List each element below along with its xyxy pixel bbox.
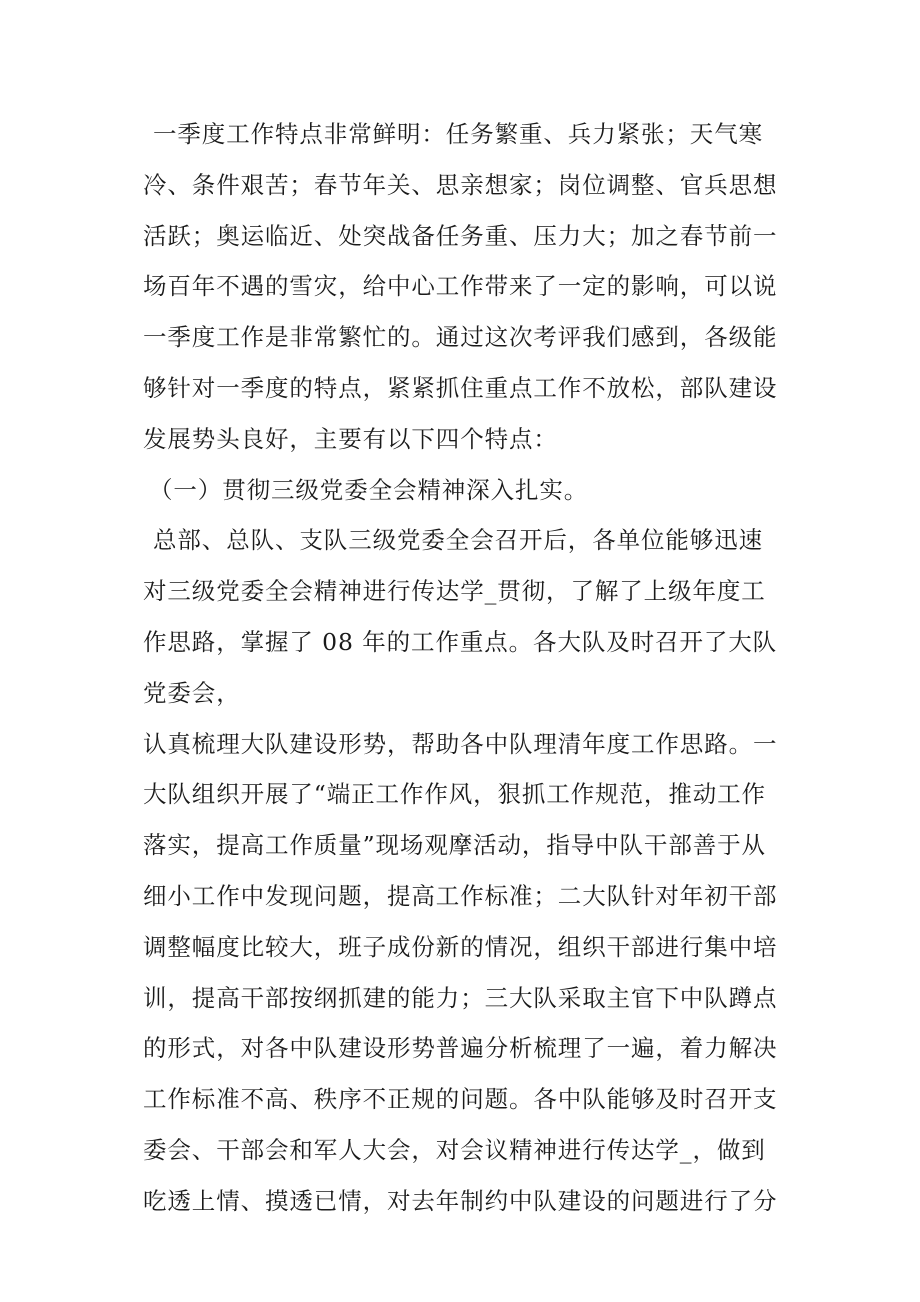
text-line: 细小工作中发现问题，提高工作标准；二大队针对年初干部 [143, 882, 778, 910]
text-line: 的形式，对各中队建设形势普遍分析梳理了一遍，着力解决 [143, 1034, 778, 1062]
text-line: 作思路，掌握了 08 年的工作重点。各大队及时召开了大队 [143, 628, 778, 656]
text-line: 一季度工作是非常繁忙的。通过这次考评我们感到，各级能 [143, 323, 778, 351]
text-line: 活跃；奥运临近、处突战备任务重、压力大；加之春节前一 [143, 222, 778, 250]
section-heading: （一）贯彻三级党委全会精神深入扎实。 [149, 476, 589, 504]
text-line: 党委会， [143, 679, 241, 707]
text-line: 认真梳理大队建设形势，帮助各中队理清年度工作思路。一 [143, 730, 778, 758]
text-line: 一季度工作特点非常鲜明：任务繁重、兵力紧张；天气寒 [153, 120, 763, 148]
text-line: 场百年不遇的雪灾，给中心工作带来了一定的影响，可以说 [143, 272, 778, 300]
text-line: 对三级党委全会精神进行传达学_贯彻，了解了上级年度工 [143, 577, 766, 605]
text-line: 委会、干部会和军人大会，对会议精神进行传达学_，做到 [143, 1136, 766, 1164]
text-line: 总部、总队、支队三级党委全会召开后，各单位能够迅速 [153, 526, 763, 554]
text-line: 发展势头良好，主要有以下四个特点： [143, 425, 558, 453]
text-line: 落实，提高工作质量”现场观摩活动，指导中队干部善于从 [143, 831, 766, 859]
text-line: 调整幅度比较大，班子成份新的情况，组织干部进行集中培 [143, 933, 778, 961]
text-line: 大队组织开展了“端正工作作风，狠抓工作规范，推动工作 [143, 780, 766, 808]
text-line: 够针对一季度的特点，紧紧抓住重点工作不放松，部队建设 [143, 374, 778, 402]
text-line: 冷、条件艰苦；春节年关、思亲想家；岗位调整、官兵思想 [143, 171, 778, 199]
text-line: 吃透上情、摸透已情，对去年制约中队建设的问题进行了分 [143, 1187, 778, 1215]
text-line: 训，提高干部按纲抓建的能力；三大队采取主官下中队蹲点 [143, 984, 778, 1012]
text-line: 工作标准不高、秩序不正规的问题。各中队能够及时召开支 [143, 1085, 778, 1113]
